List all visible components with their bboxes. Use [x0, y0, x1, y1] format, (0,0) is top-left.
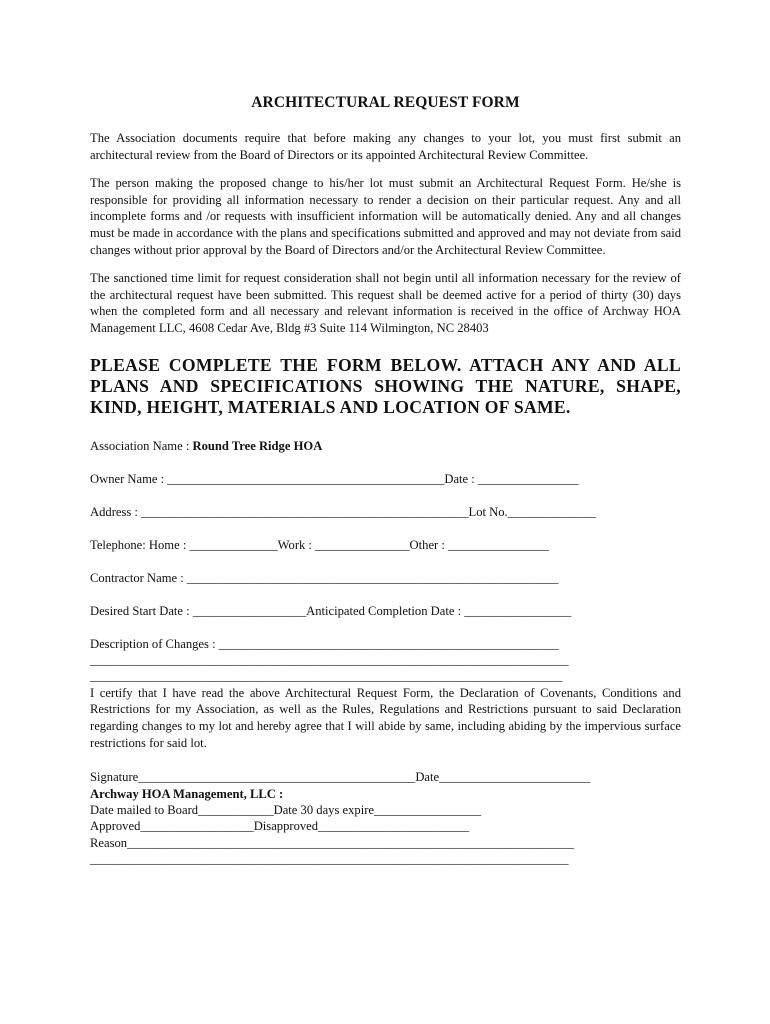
date-mailed-field[interactable]: Date mailed to Board____________Date 30 days expire_________________	[90, 802, 482, 817]
owner-name-date-field[interactable]: Owner Name : ____________________________________________Date : ________________	[90, 471, 579, 486]
management-company-heading: Archway HOA Management, LLC :	[90, 786, 284, 801]
requirements-paragraph: The person making the proposed change to his/her lot must submit an Architectural Request Form. He/she is responsible for providing all information necessary to render a decision on their particular request. Any and all incomplete forms and /or requests with insufficient information will be automatically denied. Any and all changes must be made in accordance with the plans and specifications submitted and approved and may not deviate from said changes without prior approval by the Board of Directors and/or the Architectural Review Committee.	[90, 176, 681, 257]
signature-date-field[interactable]: Signature____________________________________________Date________________________	[90, 770, 591, 785]
description-blank-line-1[interactable]: ____________________________________________________________________________	[90, 652, 569, 667]
association-name-value: Round Tree Ridge HOA	[192, 438, 323, 453]
architectural-request-form	[90, 94, 681, 868]
description-of-changes-field[interactable]: Description of Changes : ______________________________________________________	[90, 636, 559, 651]
association-name-label: Association Name :	[90, 438, 193, 453]
reason-field[interactable]: Reason_______________________________________________________________________	[90, 835, 575, 850]
association-name-field	[90, 438, 681, 454]
time-limit-paragraph: The sanctioned time limit for request consideration shall not begin until all information necessary for the review of the architectural request have been submitted. This request shall be deemed active for a period of thirty (30) days when the completed form and all necessary and relevant information is received in the office of Archway HOA Management LLC, 4608 Cedar Ave, Bldg #3 Suite 114 Wilmington, NC 28403	[90, 271, 681, 335]
contractor-name-field[interactable]: Contractor Name : ___________________________________________________________	[90, 570, 559, 585]
form-title: ARCHITECTURAL REQUEST FORM	[251, 94, 520, 111]
reason-blank-line[interactable]: ____________________________________________________________________________	[90, 852, 569, 867]
intro-paragraph: The Association documents require that before making any changes to your lot, you must first submit an architectural review from the Board of Directors or its appointed Architectural Review Committee.	[90, 131, 681, 162]
office-use-section	[90, 769, 681, 867]
address-lot-field[interactable]: Address : ____________________________________________________Lot No.______________	[90, 504, 596, 519]
start-completion-date-field[interactable]: Desired Start Date : __________________Anticipated Completion Date : _________________	[90, 603, 572, 618]
form-instructions: PLEASE COMPLETE THE FORM BELOW. ATTACH ANY AND ALL PLANS AND SPECIFICATIONS SHOWING THE NATURE, SHAPE, KIND, HEIGHT, MATERIALS AND LOCATION OF SAME.	[90, 354, 681, 417]
approval-field[interactable]: Approved__________________Disapproved________________________	[90, 819, 470, 834]
certification-statement: I certify that I have read the above Architectural Request Form, the Declaration of Covenants, Conditions and Restrictions for my Association, as well as the Rules, Regulations and Restrictions pursuant to said Declaration regarding changes to my lot and hereby agree that I will abide by same, including abiding by the impervious surface restrictions for said lot.	[90, 685, 681, 750]
description-blank-line-2[interactable]: ___________________________________________________________________________	[90, 669, 563, 684]
telephone-field[interactable]: Telephone: Home : ______________Work : _______________Other : ________________	[90, 537, 549, 552]
